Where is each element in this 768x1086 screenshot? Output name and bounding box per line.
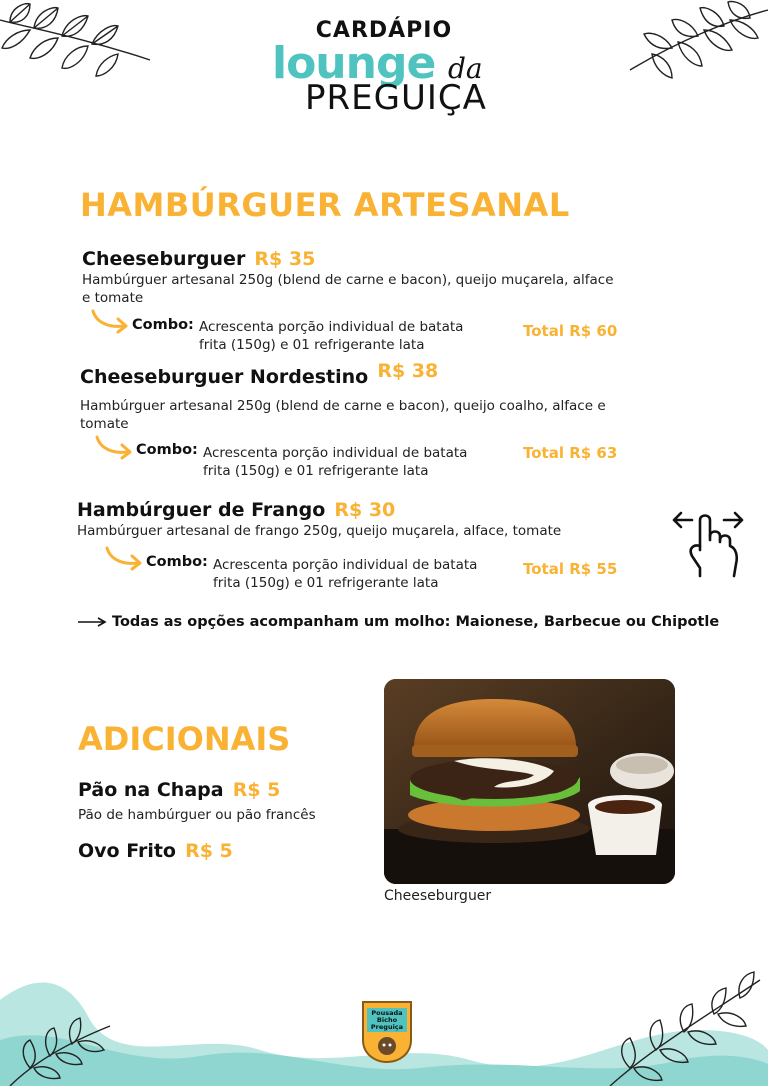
item-price: R$ 5 [185, 840, 233, 862]
menu-item [80, 360, 439, 388]
item-price: R$ 38 [377, 360, 439, 382]
section-title-hamburguer: HAMBÚRGUER ARTESANAL [80, 186, 570, 224]
logo-da: da [448, 52, 483, 85]
leaf-branch-icon [590, 970, 768, 1086]
combo-total: Total R$ 63 [523, 444, 618, 462]
item-description: Hambúrguer artesanal de frango 250g, queijo muçarela, alface, tomate [77, 523, 562, 539]
menu-item [77, 499, 395, 521]
item-name: Cheeseburguer [82, 248, 246, 270]
right-arrow-icon [78, 617, 108, 627]
addon-item [78, 840, 233, 862]
item-price: R$ 5 [232, 779, 281, 801]
leaf-branch-icon [0, 1006, 120, 1086]
item-description: Hambúrguer artesanal 250g (blend de carne e bacon), queijo muçarela, alface e tomate [82, 272, 614, 306]
curved-arrow-icon [94, 434, 136, 460]
badge-line1: Pousada [371, 1009, 403, 1017]
combo-label: Combo: [136, 442, 198, 458]
combo-label: Combo: [132, 317, 194, 333]
combo-total: Total R$ 60 [523, 322, 618, 340]
item-price: R$ 35 [254, 248, 316, 270]
sauce-note: Todas as opções acompanham um molho: Maionese, Barbecue ou Chipotle [78, 614, 719, 630]
burger-photo [384, 679, 675, 884]
combo-label: Combo: [146, 554, 208, 570]
item-name: Hambúrguer de Frango [77, 499, 326, 521]
item-name: Ovo Frito [78, 840, 176, 862]
section-title-adicionais: ADICIONAIS [78, 720, 291, 758]
logo-preguica: PREGUIÇA [305, 78, 487, 118]
logo-cardapio: CARDÁPIO [315, 18, 453, 43]
combo-description: Acrescenta porção individual de batata frita (150g) e 01 refrigerante lata [213, 557, 478, 591]
item-name: Pão na Chapa [78, 779, 224, 801]
logo-lounge: lounge [272, 38, 436, 89]
pousada-badge-logo [361, 1000, 413, 1064]
badge-line2: Bicho [376, 1016, 398, 1024]
combo-description: Acrescenta porção individual de batata frita (150g) e 01 refrigerante lata [199, 319, 464, 353]
addon-item [78, 779, 280, 801]
combo-description: Acrescenta porção individual de batata frita (150g) e 01 refrigerante lata [203, 445, 468, 479]
item-price: R$ 30 [334, 499, 396, 521]
badge-line3: Preguiça [370, 1023, 404, 1031]
swipe-hand-icon [670, 506, 746, 582]
menu-item [82, 248, 315, 270]
photo-caption: Cheeseburguer [384, 888, 492, 904]
item-name: Cheeseburguer Nordestino [80, 366, 369, 388]
item-description: Hambúrguer artesanal 250g (blend de carne e bacon), queijo coalho, alface e tomate [80, 398, 606, 432]
combo-total: Total R$ 55 [523, 560, 618, 578]
item-description: Pão de hambúrguer ou pão francês [78, 807, 316, 823]
curved-arrow-icon [104, 545, 146, 571]
curved-arrow-icon [90, 308, 132, 334]
